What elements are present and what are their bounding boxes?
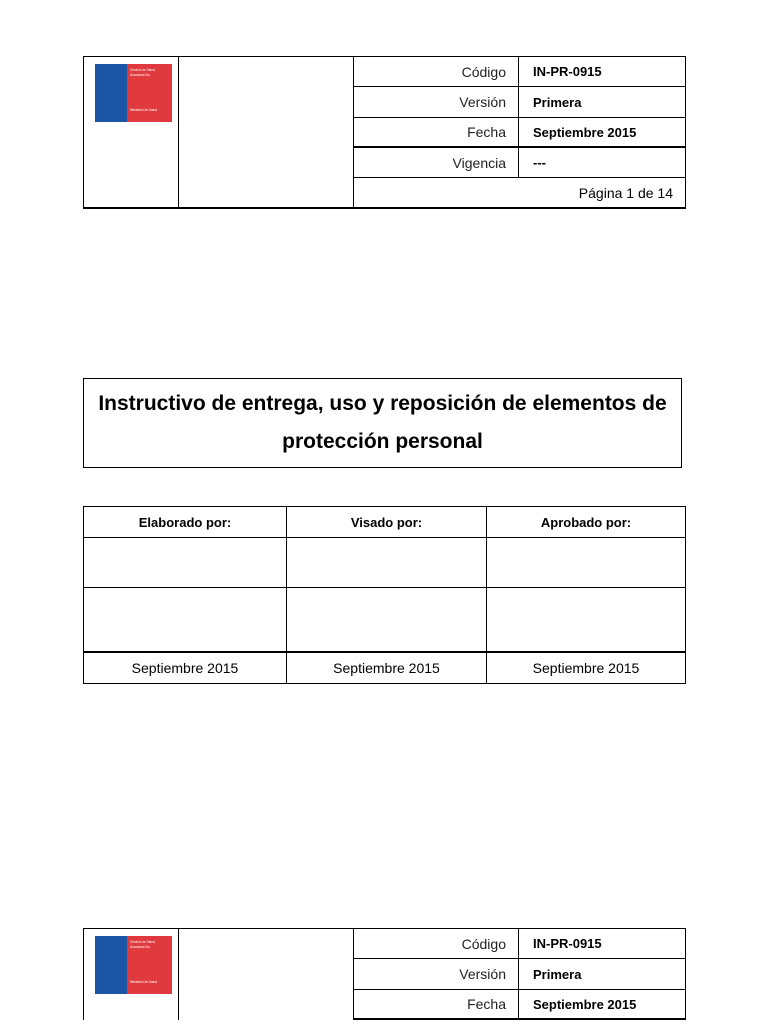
logo-line-2: Araucanía Sur	[130, 945, 151, 949]
fecha-label: Fecha	[354, 990, 519, 1020]
ministry-logo	[95, 936, 172, 994]
logo-line-3: Ministerio de Salud	[130, 108, 158, 112]
fecha-value: Septiembre 2015	[519, 118, 685, 148]
logo-line-1: Servicio de Salud	[130, 68, 155, 72]
logo-cell	[84, 57, 179, 208]
blank-cell	[179, 929, 354, 1020]
visado-date: Septiembre 2015	[287, 653, 487, 683]
visado-header: Visado por:	[287, 507, 487, 538]
next-page-header-table	[83, 928, 686, 1020]
version-label: Versión	[354, 959, 519, 990]
logo-cell	[84, 929, 179, 1020]
document-header-table	[83, 56, 686, 209]
fecha-label: Fecha	[354, 118, 519, 148]
ministry-logo	[95, 64, 172, 122]
visado-signature-cell	[287, 588, 487, 653]
aprobado-name-cell	[487, 538, 685, 588]
page-number: Página 1 de 14	[578, 185, 673, 201]
logo-blue-band	[95, 936, 127, 994]
elaborado-signature-cell	[84, 588, 287, 653]
codigo-value: IN-PR-0915	[519, 929, 685, 959]
vigencia-value: ---	[519, 148, 685, 178]
codigo-value: IN-PR-0915	[519, 57, 685, 87]
version-value: Primera	[519, 959, 685, 990]
aprobado-signature-cell	[487, 588, 685, 653]
aprobado-date: Septiembre 2015	[532, 660, 640, 676]
document-title-box	[83, 378, 682, 468]
logo-blue-band	[95, 64, 127, 122]
logo-line-1: Servicio de Salud	[130, 940, 155, 944]
elaborado-header: Elaborado por:	[84, 507, 287, 538]
logo-line-2: Araucanía Sur	[130, 73, 151, 77]
blank-cell	[179, 57, 354, 208]
version-value: Primera	[519, 87, 685, 118]
aprobado-header: Aprobado por:	[487, 507, 685, 538]
codigo-label: Código	[354, 929, 519, 959]
vigencia-label: Vigencia	[354, 148, 519, 178]
document-title: Instructivo de entrega, uso y reposición de elementos de protección personal	[98, 392, 667, 453]
logo-line-3: Ministerio de Salud	[130, 980, 158, 984]
logo-red-band	[127, 64, 172, 122]
fecha-value: Septiembre 2015	[519, 990, 685, 1020]
signature-table	[83, 506, 686, 684]
codigo-label: Código	[354, 57, 519, 87]
logo-red-band	[127, 936, 172, 994]
visado-name-cell	[287, 538, 487, 588]
elaborado-date: Septiembre 2015	[84, 653, 287, 683]
elaborado-name-cell	[84, 538, 287, 588]
version-label: Versión	[354, 87, 519, 118]
